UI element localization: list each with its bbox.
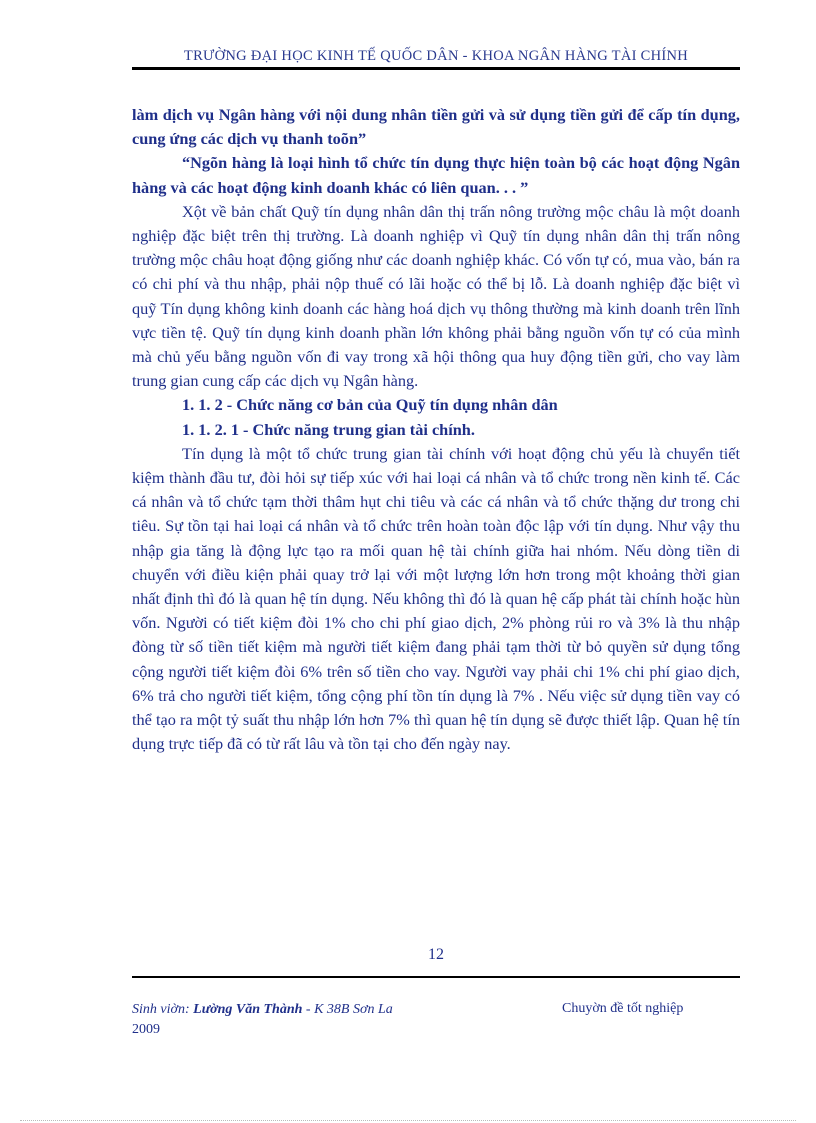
footer-rule [132, 976, 740, 978]
header-rule [132, 67, 740, 70]
page-number: 12 [428, 946, 444, 963]
paragraph: Tín dụng là một tổ chức trung gian tài chính với hoạt động chủ yếu là chuyển tiết kiệm thành đầu tư, đòi hỏi sự tiếp xúc với hai loại cá nhân và tổ chức trong nền kinh tế. Các cá nhân và tổ chức tạm thời thâm hụt chi tiêu và các cá nhân và tổ chức thặng dư trong chi tiêu. Sự tồn tại hai loại cá nhân và tổ chức trên hoàn toàn độc lập với tín dụng. Như vậy thu nhập gia tăng là động lực tạo ra mối quan hệ tài chính giữa hai nhóm. Nếu dòng tiền di chuyển với điều kiện phải quay trở lại với một lượng lớn hơn trong một khoảng thời gian nhất định thì đó là quan hệ tín dụng. Nếu không thì đó là quan hệ cấp phát tài chính hoặc hùn vốn. Người có tiết kiệm đòi 1% cho chi phí giao dịch, 2% phòng rủi ro và 3% là thu nhập đòng từ số tiền tiết kiệm mà người tiết kiệm đang phải tạm thời từ bỏ quyền sử dụng tổng cộng người tiết kiệm đòi 6% trên số tiền cho vay. Người vay phải chi 1% chi phí giao dịch, 6% trả cho người tiết kiệm, tổng cộng phí tồn tín dụng là 7% . Nếu việc sử dụng tiền vay có thể tạo ra một tỷ suất thu nhập lớn hơn 7% thì quan hệ tín dụng sẽ được thiết lập. Quan hệ tín dụng trực tiếp đã có từ rất lâu và tồn tại cho đến ngày nay. [132, 443, 740, 754]
paragraph: “Ngõn hàng là loại hình tổ chức tín dụng thực hiện toàn bộ các hoạt động Ngân hàng và các hoạt động kinh doanh khác có liên quan. . . ” [132, 153, 740, 197]
footer-year: 2009 [132, 1022, 160, 1037]
footer-student-class: - K 38B Sơn La [302, 1002, 393, 1017]
subsection-heading: 1. 1. 2. 1 - Chức năng trung gian tài chính. [182, 419, 475, 439]
section-heading: 1. 1. 2 - Chức năng cơ bản của Quỹ tín dụng nhân dân [182, 395, 558, 415]
page-header-title: TRƯỜNG ĐẠI HỌC KINH TẾ QUỐC DÂN - KHOA NGÂN HÀNG TÀI CHÍNH [183, 48, 689, 64]
footer-thesis-label: Chuyờn đề tốt nghiệp [562, 1001, 684, 1016]
footer-student-label: Sinh viờn: [132, 1002, 190, 1017]
footer-student-info [132, 1000, 393, 1040]
paragraph: Xột về bản chất Quỹ tín dụng nhân dân thị trấn nông trường mộc châu là một doanh nghiệp đặc biệt trên thị trường. Là doanh nghiệp vì Quỹ tín dụng nhân dân thị trấn nông trường mộc châu hoạt động giống như các doanh nghiệp khác. Có vốn tự có, mua vào, bán ra có chi phí và thu nhập, phải nộp thuế có lãi hoặc có thể bị lỗ. Là doanh nghiệp đặc biệt vì quỹ Tín dụng không kinh doanh các hàng hoá dịch vụ thông thường mà kinh doanh trên lĩnh vực tiền tệ. Quỹ tín dụng kinh doanh phần lớn không phải bằng nguồn vốn tự có của mình mà chủ yếu bằng nguồn vốn đi vay trong xã hội thông qua huy động tiền gửi, cho vay làm trung gian cung cấp các dịch vụ Ngân hàng. [132, 201, 740, 391]
body-text [132, 103, 740, 756]
paragraph: làm dịch vụ Ngân hàng với nội dung nhân tiền gửi và sử dụng tiền gửi để cấp tín dụng, cung ứng các dịch vụ thanh toõn” [132, 105, 740, 149]
footer-student-name: Lường Văn Thành [193, 1002, 303, 1017]
page-bottom-border [20, 1120, 796, 1121]
